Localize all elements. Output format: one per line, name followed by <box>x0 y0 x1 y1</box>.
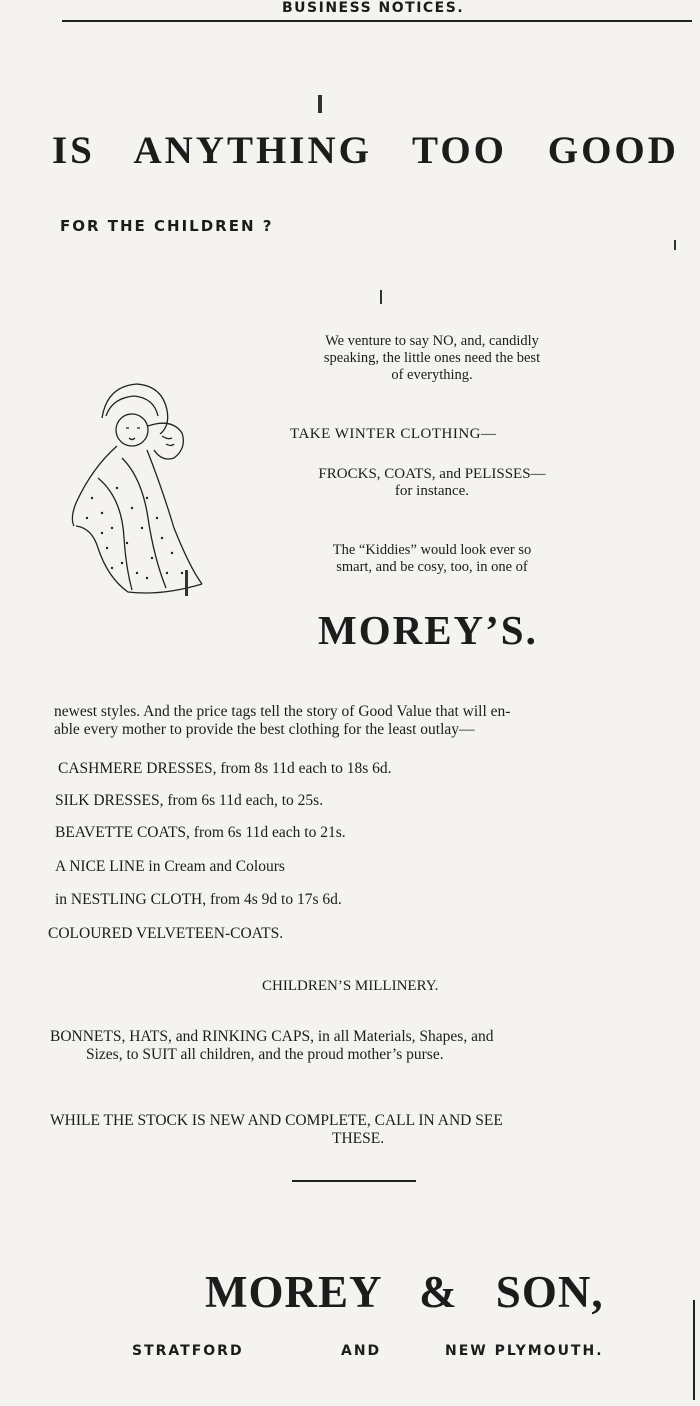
moreys-brand: MOREY’S. <box>318 607 538 653</box>
divider-rule <box>292 1180 416 1182</box>
headline: IS ANYTHING TOO GOOD <box>52 129 679 172</box>
newest-line-2: able every mother to provide the best clothing for the least outlay— <box>54 721 475 738</box>
morey-and-son-brand: MOREY & SON, <box>205 1267 604 1317</box>
newest-styles-paragraph <box>54 703 510 739</box>
price-item-nice-line: A NICE LINE in Cream and Colours <box>55 858 285 875</box>
price-item-cashmere: CASHMERE DRESSES, from 8s 11d each to 18s 6d. <box>58 760 392 777</box>
frocks-line-1: FROCKS, COATS, and PELISSES— <box>318 466 546 482</box>
right-edge-rule <box>693 1300 695 1400</box>
child-illustration <box>62 378 212 603</box>
take-winter-clothing: TAKE WINTER CLOTHING— <box>290 426 497 442</box>
frocks-line-2: for instance. <box>394 483 470 499</box>
kiddies-line-2: smart, and be cosy, too, in one of <box>336 559 528 575</box>
intro-line-2: speaking, the little ones need the best <box>323 350 541 366</box>
section-header: BUSINESS NOTICES. <box>282 0 465 16</box>
price-item-nestling: in NESTLING CLOTH, from 4s 9d to 17s 6d. <box>55 891 342 908</box>
footer-new-plymouth: NEW PLYMOUTH. <box>445 1343 604 1359</box>
print-speck <box>674 240 676 250</box>
footer-and: AND <box>341 1343 382 1359</box>
while-paragraph <box>50 1112 503 1148</box>
millinery-heading: CHILDREN’S MILLINERY. <box>262 978 439 994</box>
print-speck <box>318 95 322 113</box>
header-rule <box>62 20 692 22</box>
intro-line-1: We venture to say NO, and, candidly <box>325 333 539 349</box>
bonnets-line-1: BONNETS, HATS, and RINKING CAPS, in all Materials, Shapes, and <box>50 1028 494 1045</box>
subheadline: FOR THE CHILDREN ? <box>60 217 274 235</box>
bonnets-line-2: Sizes, to SUIT all children, and the proud mother’s purse. <box>86 1046 444 1063</box>
print-speck <box>380 290 382 304</box>
kiddies-line-1: The “Kiddies” would look ever so <box>332 542 532 558</box>
price-item-beavette: BEAVETTE COATS, from 6s 11d each to 21s. <box>55 824 346 841</box>
price-item-silk: SILK DRESSES, from 6s 11d each, to 25s. <box>55 792 324 809</box>
price-item-velveteen: COLOURED VELVETEEN-COATS. <box>48 925 284 942</box>
footer-stratford: STRATFORD <box>132 1343 244 1359</box>
kiddies-paragraph <box>262 542 602 576</box>
while-line-1: WHILE THE STOCK IS NEW AND COMPLETE, CALL IN AND SEE <box>50 1112 503 1129</box>
while-line-2: THESE. <box>332 1130 385 1147</box>
bonnets-paragraph <box>50 1028 493 1064</box>
frocks-paragraph <box>262 466 602 500</box>
intro-line-3: of everything. <box>391 367 473 383</box>
print-speck <box>185 570 188 596</box>
newest-line-1: newest styles. And the price tags tell the story of Good Value that will en- <box>54 703 511 720</box>
intro-paragraph <box>262 333 602 384</box>
